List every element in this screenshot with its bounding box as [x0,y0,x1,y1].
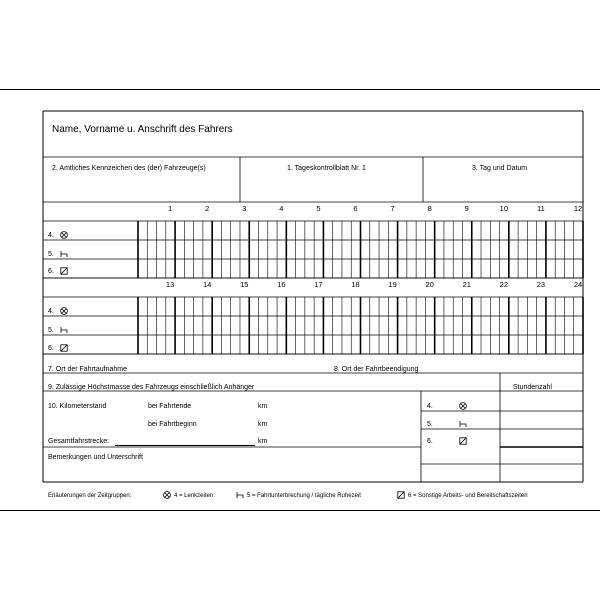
total-distance-unit: km [258,438,268,445]
odometer-end-unit: km [258,403,268,410]
summary-row-label: 6. [427,438,433,445]
crossed-box-icon [459,437,467,445]
driver-name-label: Name, Vorname u. Anschrift des Fahrers [52,124,233,135]
grid2-hour-label: 15 [240,280,249,289]
grid1-hour-label: 2 [205,204,210,213]
grid1-hour-label: 6 [353,204,358,213]
grid2-hour-label: 17 [314,280,323,289]
date-label: 3. Tag und Datum [472,165,528,172]
grid1-hour-label: 12 [573,204,583,213]
form-lines [0,89,600,511]
odometer-label: 10. Kilometerstand [48,403,107,410]
legend-item-driving: 4 = Lenkzeiten [174,493,214,499]
crossed-box-icon [60,267,68,275]
remarks-signature-label: Bemerkungen und Unterschrift [48,454,143,461]
steering-wheel-icon [60,307,68,315]
grid1-hour-label: 7 [390,204,395,213]
legend-title: Erläuterungen der Zeitgruppen: [48,493,132,499]
grid1-row-label: 5. [48,251,54,258]
grid2-hour-label: 13 [165,280,175,289]
total-distance-label: Gesamtfahrstrecke: [48,438,110,445]
odometer-start-label: bei Fahrtbeginn [148,421,197,428]
grid2-hour-label: 16 [277,280,286,289]
hours-total-label: Stundenzahl [513,384,552,391]
grid2-hour-label: 23 [536,280,546,289]
grid1-hour-label: 1 [167,204,173,213]
grid1-hour-label: 9 [464,204,469,213]
summary-row-label: 4. [427,403,433,410]
grid1-hour-label: 4 [279,204,284,213]
legend-item-other-work: 6 = Sonstige Arbeits- und Bereitschaftszeiten [408,493,528,499]
crossed-box-icon [60,344,68,352]
plate-number-label: 2. Amtliches Kennzeichen des (der) Fahrzeuge(s) [52,165,206,172]
grid2-row-label: 5. [48,327,54,334]
end-place-label: 8. Ort der Fahrtbeendigung [334,366,419,373]
grid2-hour-label: 18 [351,280,360,289]
steering-wheel-icon [459,402,467,410]
grid1-hour-label: 11 [537,204,545,213]
bed-icon [236,491,244,499]
grid1-hour-label: 5 [316,204,321,213]
bed-icon [60,326,68,334]
steering-wheel-icon [60,231,68,239]
grid1-row-label: 4. [48,232,54,239]
grid2-hour-label: 22 [499,280,509,289]
start-place-label: 7. Ort der Fahrtaufnahme [48,366,127,373]
odometer-end-label: bei Fahrtende [148,403,192,410]
steering-wheel-icon [163,491,171,499]
summary-row-label: 5. [427,421,433,428]
grid2-row-label: 6. [48,345,54,352]
daily-record-sheet [0,89,600,511]
grid1-hour-label: 3 [242,204,247,213]
grid2-row-label: 4. [48,308,54,315]
crossed-box-icon [397,491,405,499]
legend-item-rest: 5 = Fahrtunterbrechung / tägliche Ruhezeit [247,493,361,499]
max-mass-label: 9. Zulässige Höchstmasse des Fahrzeugs einschließlich Anhänger [48,384,255,391]
grid2-hour-label: 14 [202,280,212,289]
sheet-number-label: 1. Tageskontrollblatt Nr. 1 [287,165,366,172]
grid2-hour-label: 24 [573,280,583,289]
bed-icon [459,420,467,428]
grid1-row-label: 6. [48,268,54,275]
grid2-hour-label: 21 [462,280,471,289]
grid1-hour-label: 10 [499,204,509,213]
grid2-hour-label: 20 [425,280,434,289]
grid1-hour-label: 8 [427,204,432,213]
total-distance-field[interactable] [115,445,255,446]
bed-icon [60,250,68,258]
grid2-hour-label: 19 [388,280,397,289]
odometer-start-unit: km [258,421,268,428]
